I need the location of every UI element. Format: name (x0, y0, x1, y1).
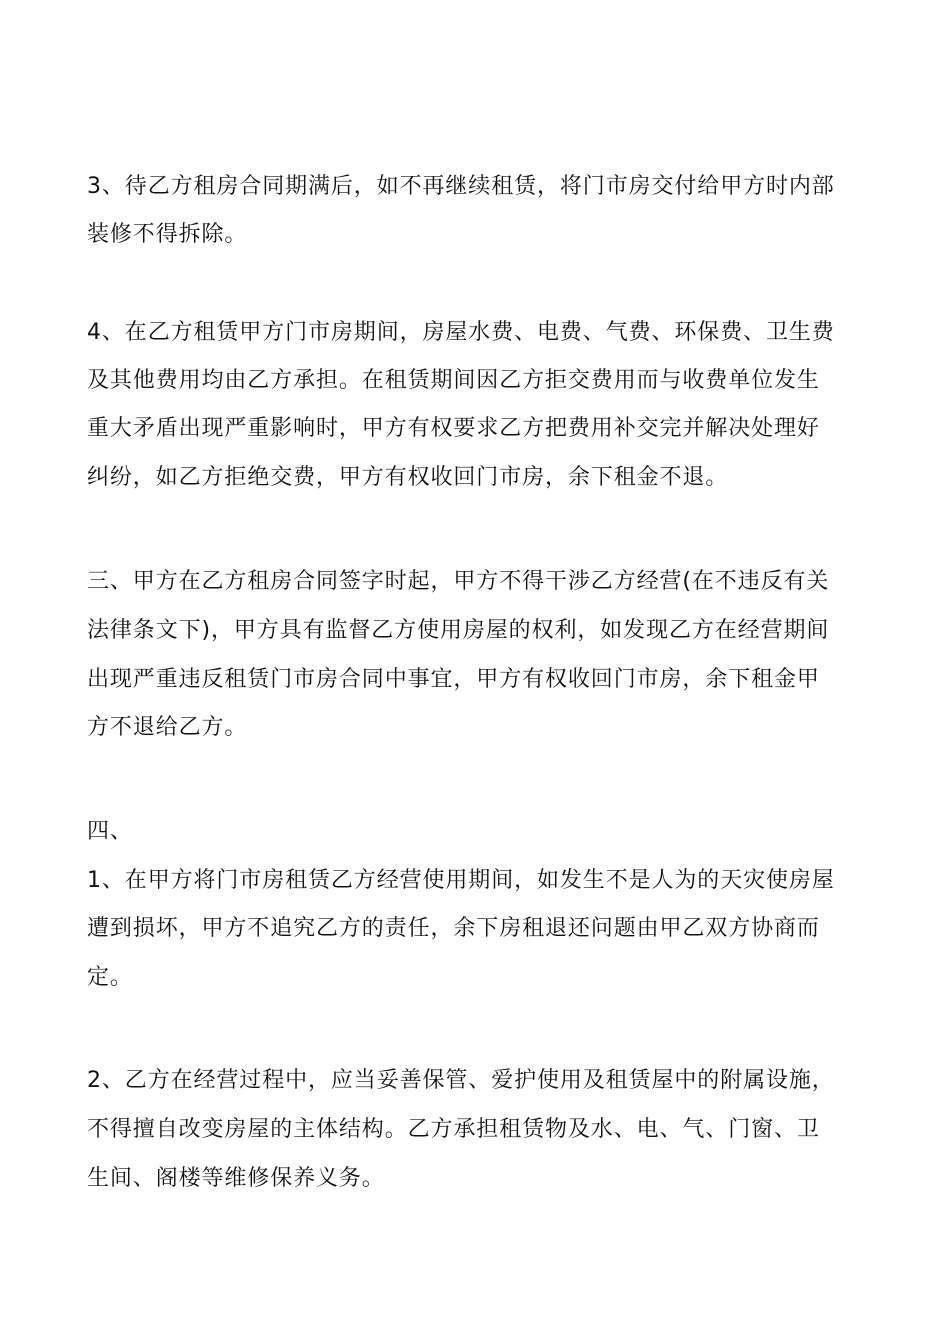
paragraph-line: 3、待乙方租房合同期满后，如不再继续租赁，将门市房交付给甲方时内部 (87, 174, 835, 199)
paragraph-line: 及其他费用均由乙方承担。在租赁期间因乙方拒交费用而与收费单位发生 (87, 368, 820, 393)
paragraph-line: 出现严重违反租赁门市房合同中事宜，甲方有权收回门市房，余下租金甲 (87, 667, 820, 692)
paragraph-line: 遭到损坏，甲方不追究乙方的责任，余下房租退还问题由甲乙双方协商而 (87, 916, 820, 941)
paragraph-line: 定。 (87, 965, 133, 990)
paragraph-line: 2、乙方在经营过程中，应当妥善保管、爱护使用及租赁屋中的附属设施， (87, 1068, 835, 1093)
paragraph-line: 不得擅自改变房屋的主体结构。乙方承担租赁物及水、电、气、门窗、卫 (87, 1117, 820, 1142)
paragraph-line: 纠纷，如乙方拒绝交费，甲方有权收回门市房，余下租金不退。 (87, 465, 729, 490)
paragraph-line: 法律条文下)，甲方具有监督乙方使用房屋的权利，如发现乙方在经营期间 (87, 618, 830, 643)
paragraph-line: 装修不得拆除。 (87, 222, 248, 247)
paragraph-line: 4、在乙方租赁甲方门市房期间，房屋水费、电费、气费、环保费、卫生费 (87, 320, 835, 345)
paragraph-line: 三、甲方在乙方租房合同签字时起，甲方不得干涉乙方经营(在不违反有关 (87, 569, 830, 594)
paragraph-line: 生间、阁楼等维修保养义务。 (87, 1166, 385, 1191)
paragraph-line: 方不退给乙方。 (87, 715, 248, 740)
paragraph-line: 1、在甲方将门市房租赁乙方经营使用期间，如发生不是人为的天灾使房屋 (87, 868, 835, 893)
paragraph-line: 重大矛盾出现严重影响时，甲方有权要求乙方把费用补交完并解决处理好 (87, 416, 820, 441)
section-heading: 四、 (87, 819, 133, 844)
